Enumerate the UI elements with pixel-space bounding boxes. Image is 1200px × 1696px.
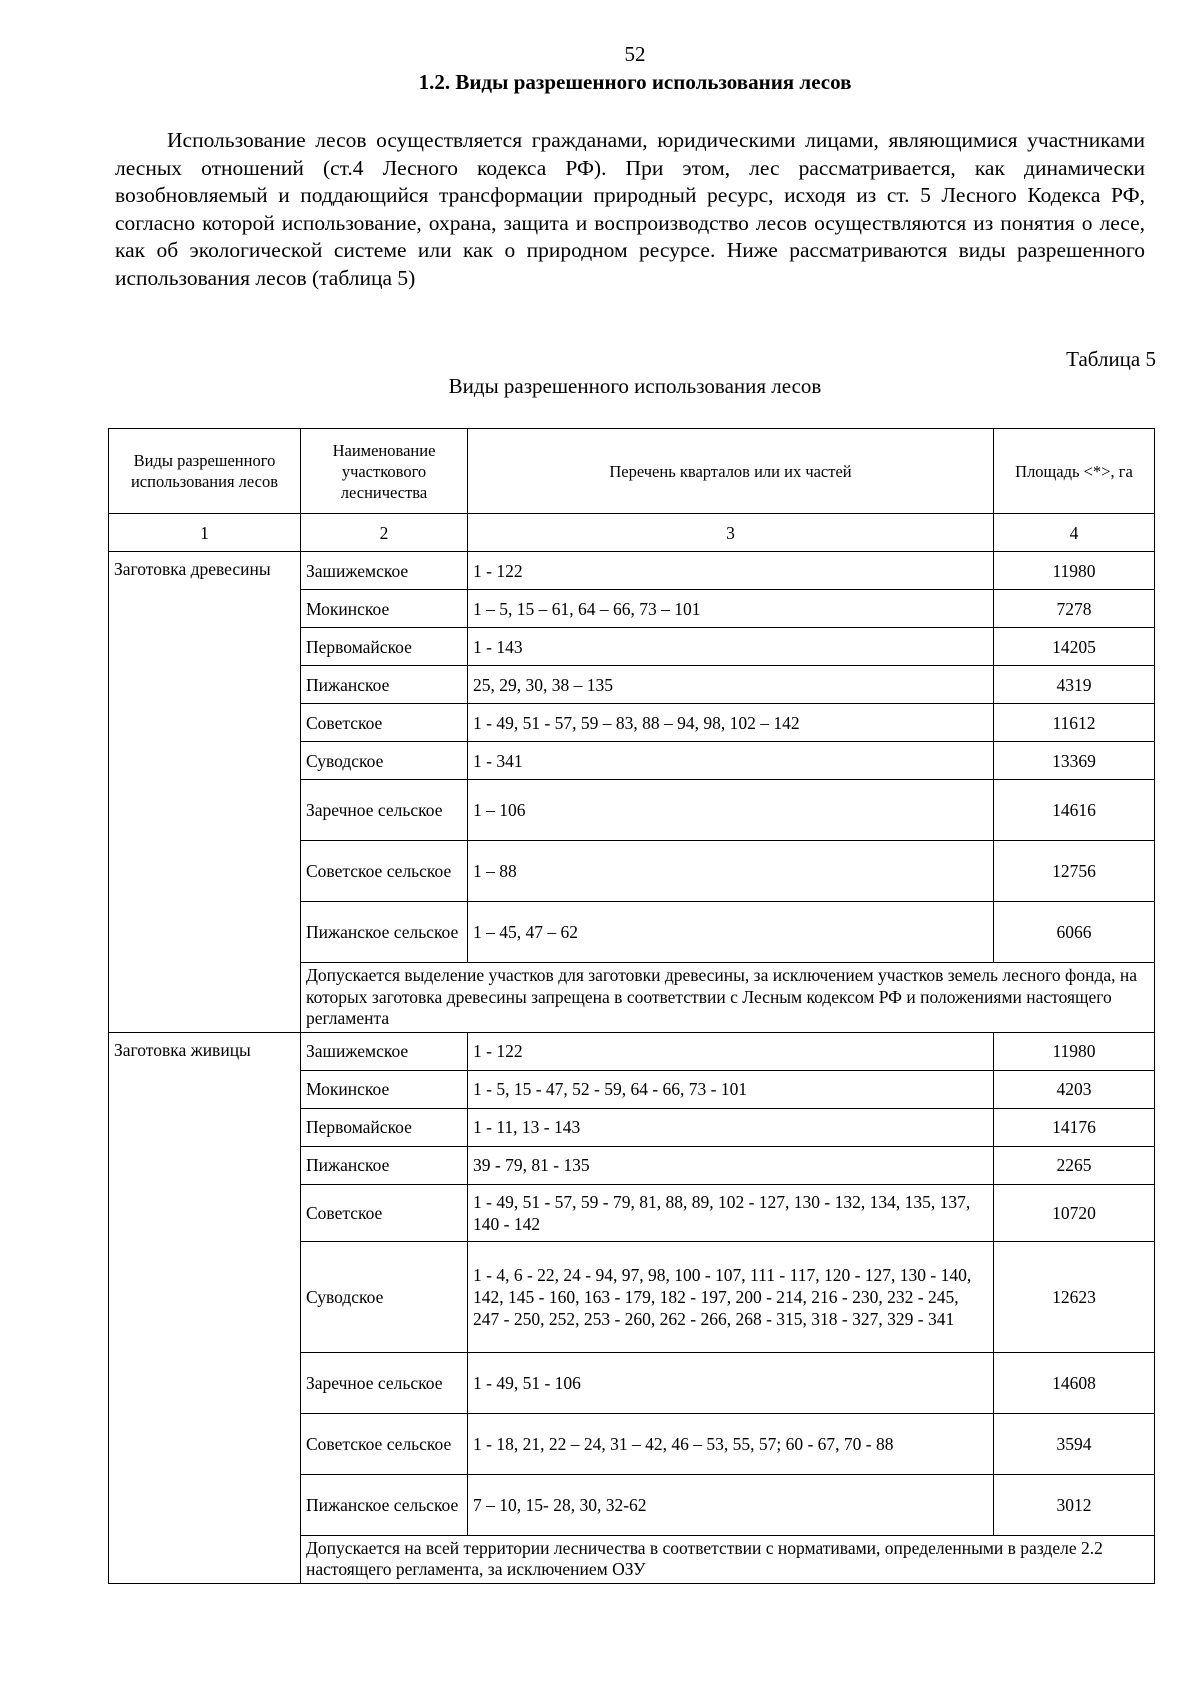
quarters-cell: 1 - 49, 51 - 57, 59 – 83, 88 – 94, 98, 102 – 142 [468, 704, 994, 742]
area-cell: 14616 [994, 780, 1155, 841]
area-cell: 12756 [994, 841, 1155, 902]
table-label: Таблица 5 [1066, 347, 1156, 371]
area-cell: 6066 [994, 902, 1155, 963]
column-number: 1 [109, 514, 301, 552]
forestry-cell: Советское [301, 1184, 468, 1241]
group-note: Допускается на всей территории лесничества в соответствии с нормативами, определенными в разделе 2.2 настоящего регламента, за исключением ОЗУ [301, 1535, 1155, 1583]
area-cell: 14608 [994, 1352, 1155, 1413]
quarters-cell: 1 – 88 [468, 841, 994, 902]
table-row [109, 1032, 1155, 1070]
forestry-cell: Пижанское сельское [301, 902, 468, 963]
column-number: 4 [994, 514, 1155, 552]
area-cell: 10720 [994, 1184, 1155, 1241]
forestry-cell: Суводское [301, 742, 468, 780]
forestry-cell: Советское сельское [301, 1413, 468, 1474]
area-cell: 11980 [994, 552, 1155, 590]
header-quarters: Перечень кварталов или их частей [468, 429, 994, 514]
forestry-cell: Мокинское [301, 1070, 468, 1108]
forestry-cell: Советское [301, 704, 468, 742]
quarters-cell: 1 – 5, 15 – 61, 64 – 66, 73 – 101 [468, 590, 994, 628]
quarters-cell: 1 - 49, 51 - 106 [468, 1352, 994, 1413]
quarters-cell: 25, 29, 30, 38 – 135 [468, 666, 994, 704]
group-note: Допускается выделение участков для заготовки древесины, за исключением участков земель лесного фонда, на которых заготовка древесины запрещена в соответствии с Лесным кодексом РФ и положениями настоящего регламента [301, 963, 1155, 1033]
area-cell: 4203 [994, 1070, 1155, 1108]
area-cell: 2265 [994, 1146, 1155, 1184]
quarters-cell: 1 - 341 [468, 742, 994, 780]
quarters-cell: 1 - 143 [468, 628, 994, 666]
area-cell: 7278 [994, 590, 1155, 628]
forestry-cell: Первомайское [301, 628, 468, 666]
quarters-cell: 1 - 5, 15 - 47, 52 - 59, 64 - 66, 73 - 101 [468, 1070, 994, 1108]
area-cell: 14176 [994, 1108, 1155, 1146]
area-cell: 11612 [994, 704, 1155, 742]
use-type-cell: Заготовка живицы [109, 1032, 301, 1583]
quarters-cell: 1 - 18, 21, 22 – 24, 31 – 42, 46 – 53, 55, 57; 60 - 67, 70 - 88 [468, 1413, 994, 1474]
area-cell: 3012 [994, 1474, 1155, 1535]
forestry-cell: Советское сельское [301, 841, 468, 902]
column-number: 2 [301, 514, 468, 552]
header-use-type: Виды разрешенного использования лесов [109, 429, 301, 514]
forestry-cell: Пижанское [301, 666, 468, 704]
quarters-cell: 1 – 45, 47 – 62 [468, 902, 994, 963]
forestry-cell: Пижанское [301, 1146, 468, 1184]
forest-use-table [108, 428, 1155, 1584]
forestry-cell: Первомайское [301, 1108, 468, 1146]
section-title: 1.2. Виды разрешенного использования лесов [418, 70, 852, 94]
column-number: 3 [468, 514, 994, 552]
area-cell: 13369 [994, 742, 1155, 780]
page-number: 52 [624, 42, 646, 66]
quarters-cell: 39 - 79, 81 - 135 [468, 1146, 994, 1184]
table-caption: Виды разрешенного использования лесов [448, 374, 822, 398]
forestry-cell: Заречное сельское [301, 780, 468, 841]
quarters-cell: 1 - 4, 6 - 22, 24 - 94, 97, 98, 100 - 107, 111 - 117, 120 - 127, 130 - 140, 142, 145 - 160, 163 - 179, 182 - 197, 200 - 214, 216 - 230, 232 - 245, 247 - 250, 252, 253 - 260, 262 - 266, 268 - 315, 318 - 327, 329 - 341 [468, 1241, 994, 1352]
header-area: Площадь <*>, га [994, 429, 1155, 514]
header-forestry: Наименование участкового лесничества [301, 429, 468, 514]
area-cell: 11980 [994, 1032, 1155, 1070]
quarters-cell: 1 - 49, 51 - 57, 59 - 79, 81, 88, 89, 102 - 127, 130 - 132, 134, 135, 137, 140 - 142 [468, 1184, 994, 1241]
area-cell: 3594 [994, 1413, 1155, 1474]
area-cell: 12623 [994, 1241, 1155, 1352]
forestry-cell: Заречное сельское [301, 1352, 468, 1413]
quarters-cell: 7 – 10, 15- 28, 30, 32-62 [468, 1474, 994, 1535]
quarters-cell: 1 - 122 [468, 552, 994, 590]
intro-paragraph: Использование лесов осуществляется гражданами, юридическими лицами, являющимися участниками лесных отношений (ст.4 Лесного кодекса РФ). При этом, лес рассматривается, как динамически возобновляемый и поддающийся трансформации природный ресурс, исходя из ст. 5 Лесного Кодекса РФ, согласно которой использование, охрана, защита и воспроизводство лесов осуществляются из понятия о лесе, как об экологической системе или как о природном ресурсе. Ниже рассматриваются виды разрешенного использования лесов (таблица 5) [115, 128, 1145, 290]
use-type-cell: Заготовка древесины [109, 552, 301, 1033]
forestry-cell: Пижанское сельское [301, 1474, 468, 1535]
forestry-cell: Суводское [301, 1241, 468, 1352]
table-row [109, 552, 1155, 590]
quarters-cell: 1 - 122 [468, 1032, 994, 1070]
column-number-row [109, 514, 1155, 552]
area-cell: 4319 [994, 666, 1155, 704]
area-cell: 14205 [994, 628, 1155, 666]
forestry-cell: Мокинское [301, 590, 468, 628]
quarters-cell: 1 – 106 [468, 780, 994, 841]
forestry-cell: Зашижемское [301, 552, 468, 590]
quarters-cell: 1 - 11, 13 - 143 [468, 1108, 994, 1146]
table-header-row [109, 429, 1155, 514]
forestry-cell: Зашижемское [301, 1032, 468, 1070]
